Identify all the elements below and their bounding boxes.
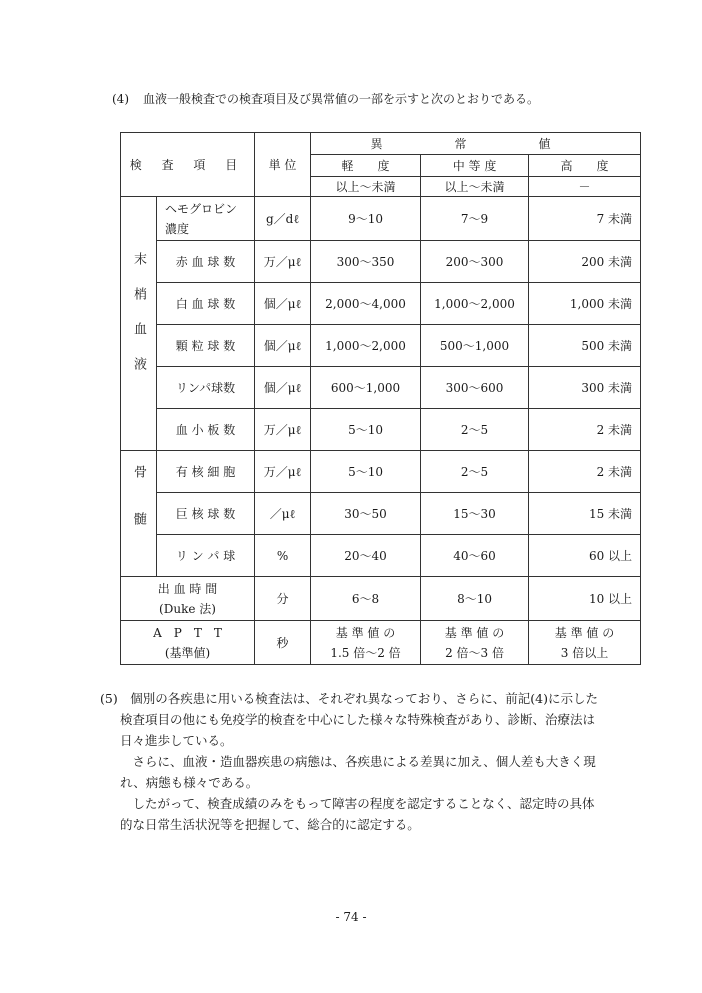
intro-text: 血液一般検査での検査項目及び異常値の一部を示すと次のとおりである。 [143, 92, 540, 106]
row-mild: 300～350 [311, 241, 421, 283]
row-mild: 5～10 [311, 409, 421, 451]
row-item: ヘモグロビン 濃度 [157, 197, 255, 241]
row-severe: 60 以上 [529, 535, 641, 577]
section-5 [100, 688, 640, 835]
row-moderate: 7～9 [421, 197, 529, 241]
row-moderate: 40～60 [421, 535, 529, 577]
row-mild: 30～50 [311, 493, 421, 535]
table-row [121, 409, 641, 451]
row-moderate: 500～1,000 [421, 325, 529, 367]
header-moderate-range: 以上～未満 [421, 177, 529, 197]
header-severe: 高 度 [529, 155, 641, 177]
row-item-aptt: A P T T (基準値) [121, 621, 255, 665]
section-5-line: れ、病態も様々である。 [120, 775, 259, 790]
header-mild-range: 以上～未満 [311, 177, 421, 197]
row-mild: 1,000～2,000 [311, 325, 421, 367]
header-severe-range: － [529, 177, 641, 197]
table-row [121, 621, 641, 665]
row-moderate: 2～5 [421, 409, 529, 451]
page-number: - 74 - [335, 910, 367, 924]
row-item: 巨 核 球 数 [157, 493, 255, 535]
row-item: リンパ球数 [157, 367, 255, 409]
group-peripheral-blood: 末梢血液 [121, 197, 157, 451]
abnormal-values-table [120, 132, 641, 665]
row-moderate: 8～10 [421, 577, 529, 621]
row-item: 赤 血 球 数 [157, 241, 255, 283]
row-item: 白 血 球 数 [157, 283, 255, 325]
row-mild: 5～10 [311, 451, 421, 493]
row-item: リ ン パ 球 [157, 535, 255, 577]
row-mild: 9～10 [311, 197, 421, 241]
header-abnormal: 異 常 値 [311, 133, 641, 155]
row-moderate: 基 準 値 の 2 倍～3 倍 [421, 621, 529, 665]
header-mild: 軽 度 [311, 155, 421, 177]
row-unit: 秒 [255, 621, 311, 665]
header-unit: 単 位 [255, 133, 311, 197]
row-unit: g／dℓ [255, 197, 311, 241]
row-unit: 分 [255, 577, 311, 621]
row-item-bleeding-time: 出 血 時 間 (Duke 法) [121, 577, 255, 621]
row-moderate: 2～5 [421, 451, 529, 493]
section-5-line: さらに、血液・造血器疾患の病態は、各疾患による差異に加え、個人差も大きく現 [132, 754, 596, 769]
row-severe: 2 未満 [529, 451, 641, 493]
row-unit: 個／μℓ [255, 367, 311, 409]
section-5-line: したがって、検査成績のみをもって障害の程度を認定することなく、認定時の具体 [132, 796, 595, 811]
table-row [121, 577, 641, 621]
table-row [121, 493, 641, 535]
row-mild: 基 準 値 の 1.5 倍～2 倍 [311, 621, 421, 665]
row-item: 顆 粒 球 数 [157, 325, 255, 367]
row-severe: 15 未満 [529, 493, 641, 535]
row-moderate: 1,000～2,000 [421, 283, 529, 325]
row-unit: 万／μℓ [255, 451, 311, 493]
section-5-line: 検査項目の他にも免疫学的検査を中心にした様々な特殊検査があり、診断、治療法は [120, 712, 596, 727]
row-item: 血 小 板 数 [157, 409, 255, 451]
row-unit: 個／μℓ [255, 325, 311, 367]
table-row [121, 197, 641, 241]
row-moderate: 300～600 [421, 367, 529, 409]
row-unit: 万／μℓ [255, 241, 311, 283]
row-unit: % [255, 535, 311, 577]
row-severe: 300 未満 [529, 367, 641, 409]
table-row [121, 367, 641, 409]
section-5-line: 的な日常生活状況等を把握して、総合的に認定する。 [120, 817, 420, 832]
row-mild: 2,000～4,000 [311, 283, 421, 325]
row-item: 有 核 細 胞 [157, 451, 255, 493]
row-moderate: 15～30 [421, 493, 529, 535]
row-severe: 基 準 値 の 3 倍以上 [529, 621, 641, 665]
header-moderate: 中 等 度 [421, 155, 529, 177]
row-mild: 6～8 [311, 577, 421, 621]
table-row [121, 241, 641, 283]
row-severe: 2 未満 [529, 409, 641, 451]
row-severe: 7 未満 [529, 197, 641, 241]
intro-line [112, 90, 539, 107]
row-unit: 個／μℓ [255, 283, 311, 325]
row-mild: 20～40 [311, 535, 421, 577]
table-row [121, 535, 641, 577]
section-5-line: 日々進歩している。 [120, 733, 233, 748]
row-unit: 万／μℓ [255, 409, 311, 451]
row-severe: 10 以上 [529, 577, 641, 621]
row-unit: ／μℓ [255, 493, 311, 535]
section-5-line: (5) 個別の各疾患に用いる検査法は、それぞれ異なっており、さらに、前記(4)に示した [100, 691, 598, 706]
group-bone-marrow: 骨髄 [121, 451, 157, 577]
row-moderate: 200～300 [421, 241, 529, 283]
table-row [121, 325, 641, 367]
intro-number: (4) [112, 92, 129, 106]
row-mild: 600～1,000 [311, 367, 421, 409]
table-row [121, 283, 641, 325]
row-severe: 500 未満 [529, 325, 641, 367]
header-item: 検 査 項 目 [121, 133, 255, 197]
row-severe: 200 未満 [529, 241, 641, 283]
table-row [121, 451, 641, 493]
row-severe: 1,000 未満 [529, 283, 641, 325]
